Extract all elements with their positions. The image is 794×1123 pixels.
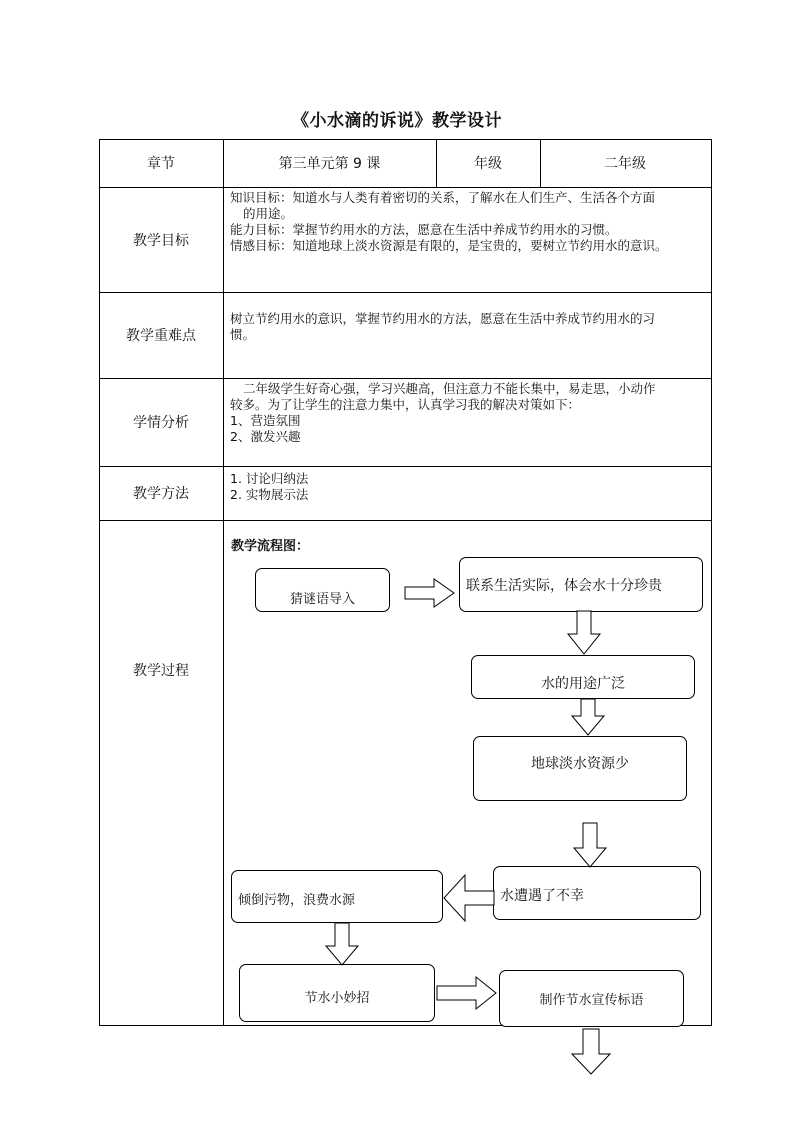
analysis-line: 二年级学生好奇心强，学习兴趣高，但注意力不能长集中，易走思，小动作	[243, 381, 656, 396]
grade-label: 年级	[474, 156, 502, 172]
methods-label: 教学方法	[133, 486, 189, 502]
column-divider	[223, 139, 224, 1025]
methods-line: 1. 讨论归纳法	[230, 471, 309, 486]
methods-content	[230, 471, 708, 503]
objectives-label: 教学目标	[133, 232, 189, 249]
key-points-label: 教学重难点	[126, 328, 196, 344]
flow-step-label: 水遭遇了不幸	[500, 888, 584, 904]
flow-step-scarce-freshwater	[473, 736, 687, 801]
chapter-label: 章节	[147, 156, 175, 172]
right-arrow-icon	[436, 976, 498, 1010]
flow-step-label: 节水小妙招	[304, 990, 370, 1006]
analysis-line: 较多。为了让学生的注意力集中，认真学习我的解决对策如下：	[230, 397, 581, 412]
analysis-line: 2、激发兴趣	[230, 429, 301, 444]
objectives-line: 的用途。	[243, 206, 294, 221]
down-arrow-icon	[326, 922, 360, 966]
flow-step-label: 猜谜语导入	[289, 591, 355, 607]
methods-line: 2. 实物展示法	[230, 487, 309, 502]
document-title: 《小水滴的诉说》教学设计	[292, 111, 502, 131]
flow-step-riddle-intro	[255, 568, 390, 612]
flow-step-pollution-waste	[231, 870, 443, 923]
objectives-line: 知识目标：知道水与人类有着密切的关系，了解水在人们生产、生活各个方面	[230, 190, 656, 205]
down-arrow-icon	[572, 698, 606, 736]
objectives-line: 能力目标：掌握节约用水的方法，愿意在生活中养成节约用水的习惯。	[230, 222, 618, 237]
right-arrow-icon	[404, 578, 456, 608]
left-arrow-icon	[443, 873, 495, 923]
objectives-content	[230, 190, 708, 254]
flow-step-water-misfortune	[493, 866, 701, 920]
objectives-line: 情感目标：知道地球上淡水资源是有限的，是宝贵的，要树立节约用水的意识。	[230, 238, 668, 253]
down-arrow-icon	[574, 822, 608, 868]
flowchart-title: 教学流程图：	[231, 539, 310, 554]
flow-step-saving-tips	[239, 964, 435, 1022]
grade-value: 二年级	[604, 156, 646, 172]
flow-step-label: 地球淡水资源少	[531, 755, 629, 772]
key-points-line: 树立节约用水的意识，掌握节约用水的方法，愿意在生活中养成节约用水的习	[230, 311, 656, 326]
down-arrow-icon	[572, 1028, 612, 1076]
analysis-label: 学情分析	[133, 415, 189, 431]
flow-step-real-life	[459, 557, 703, 612]
analysis-line: 1、营造氛围	[230, 413, 301, 428]
flow-step-water-uses	[471, 655, 695, 699]
down-arrow-icon	[568, 610, 602, 656]
flow-step-label: 水的用途广泛	[541, 676, 625, 692]
key-points-content	[230, 311, 708, 343]
flow-step-slogans	[499, 970, 684, 1027]
flow-step-label: 倾倒污物，浪费水源	[238, 893, 356, 908]
key-points-line: 惯。	[230, 327, 256, 342]
analysis-content	[230, 381, 708, 445]
chapter-value: 第三单元第 9 课	[278, 156, 381, 172]
flow-step-label: 制作节水宣传标语	[539, 993, 644, 1008]
process-label: 教学过程	[133, 663, 189, 679]
flow-step-label: 联系生活实际，体会水十分珍贵	[466, 577, 662, 594]
